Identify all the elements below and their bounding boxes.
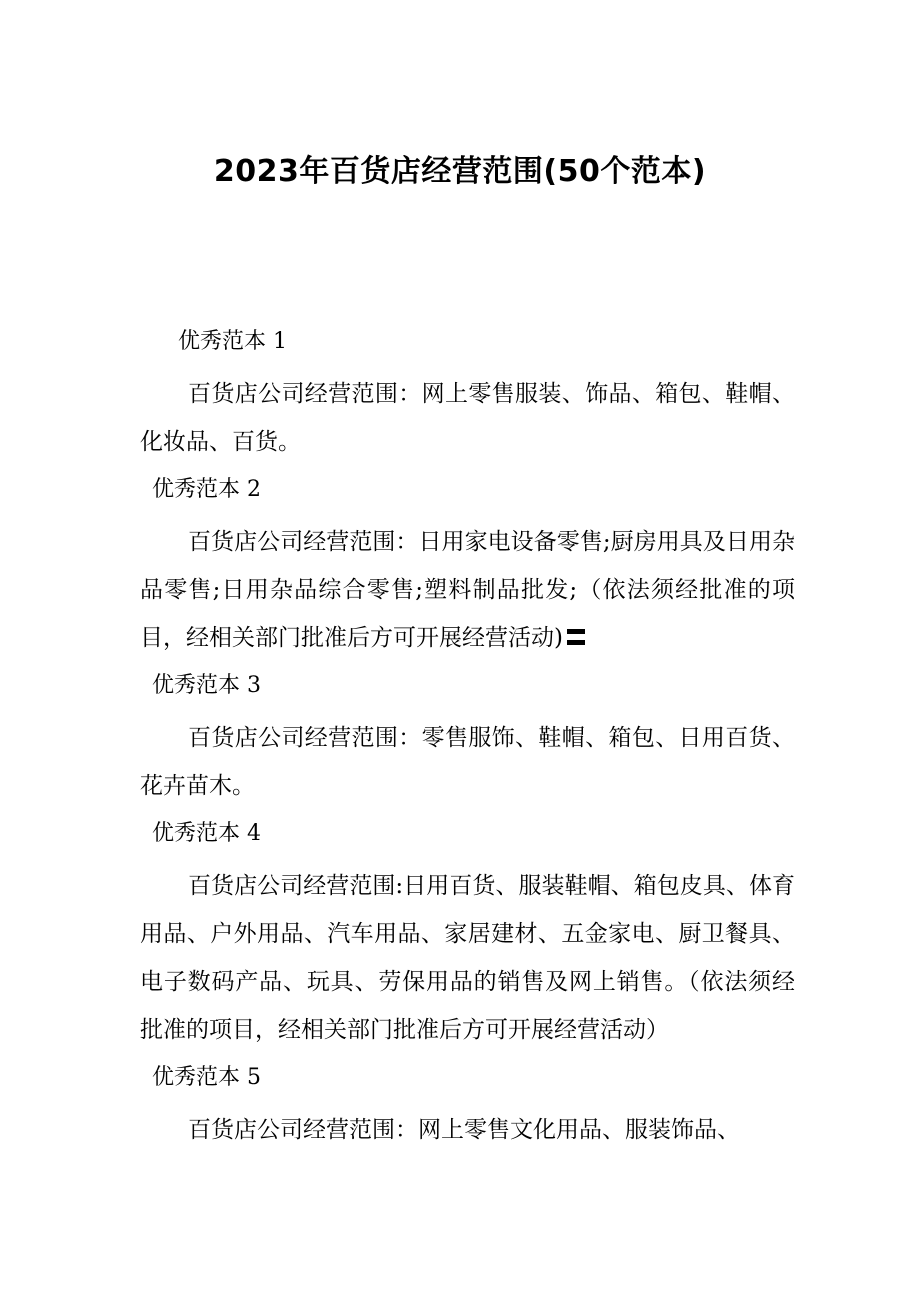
document-title: 2023年百货店经营范围(50个范本) <box>213 154 707 189</box>
section-heading-5: 优秀范本 5 <box>152 1065 261 1090</box>
section-heading-3: 优秀范本 3 <box>152 673 261 698</box>
equals-mark-icon <box>567 629 585 645</box>
section-text-1: 百货店公司经营范围：网上零售服装、饰品、箱包、鞋帽、化妆品、百货。 <box>140 381 795 455</box>
section-text-5: 百货店公司经营范围：网上零售文化用品、服装饰品、 <box>188 1117 740 1143</box>
section-text-3: 百货店公司经营范围：零售服饰、鞋帽、箱包、日用百货、花卉苗木。 <box>140 725 795 799</box>
section-text-2 <box>140 518 795 662</box>
document-body <box>140 322 795 1158</box>
section-text-2-content: 百货店公司经营范围：日用家电设备零售;厨房用具及日用杂品零售;日用杂品综合零售;塑料制品批发;（依法须经批准的项目，经相关部门批准后方可开展经营活动) <box>140 529 795 651</box>
section-heading-2: 优秀范本 2 <box>152 477 261 502</box>
section-heading-4: 优秀范本 4 <box>152 821 261 846</box>
section-heading-1: 优秀范本 1 <box>178 329 287 354</box>
section-text-4: 百货店公司经营范围:日用百货、服装鞋帽、箱包皮具、体育用品、户外用品、汽车用品、家居建材、五金家电、厨卫餐具、电子数码产品、玩具、劳保用品的销售及网上销售。（依法须经批准的项目，经相关部门批准后方可开展经营活动） <box>140 873 795 1043</box>
